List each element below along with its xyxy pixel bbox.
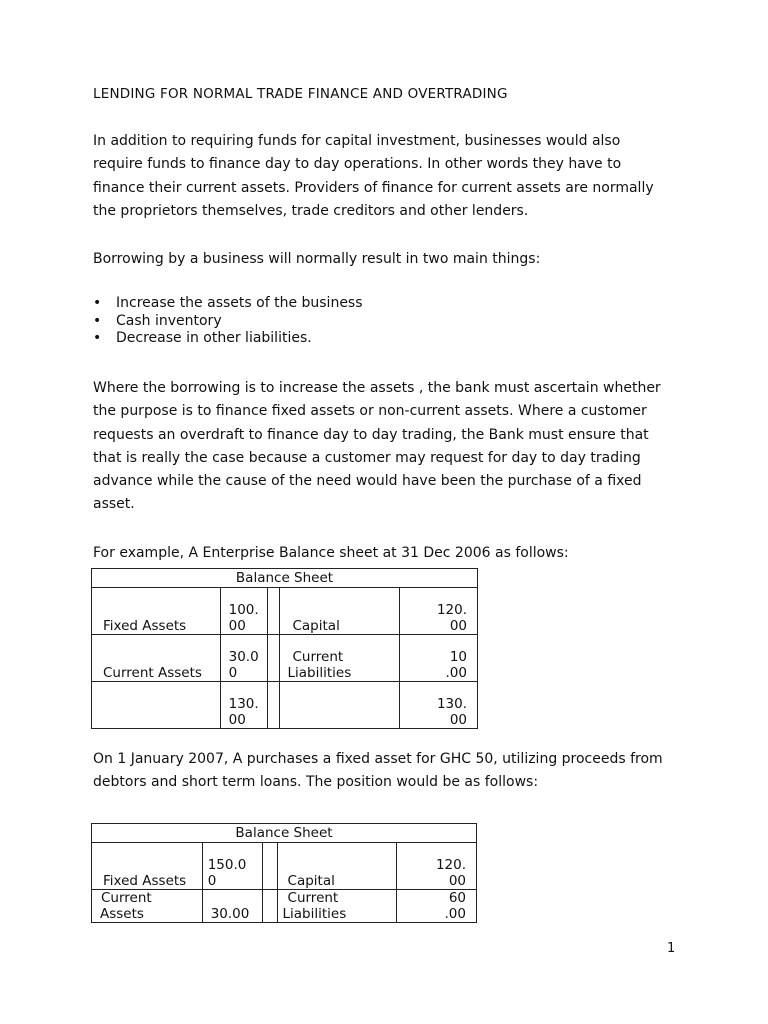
paragraph-borrowing	[93, 248, 683, 271]
row-label: Capital	[280, 588, 400, 635]
text-line: finance their current assets. Providers of finance for current assets are normally	[93, 179, 654, 196]
text-line: require funds to finance day to day operations. In other words they have to	[93, 156, 622, 173]
amount-cell: 10 .00	[400, 635, 478, 682]
spacer-cell	[267, 682, 280, 729]
row-label	[280, 682, 400, 729]
row-label: Fixed Assets	[92, 843, 203, 890]
table-title: Balance Sheet	[92, 824, 477, 843]
text-line: requests an overdraft to finance day to day trading, the Bank must ensure that	[93, 426, 649, 443]
paragraph-example	[93, 542, 683, 565]
bullet-list	[93, 295, 363, 348]
row-label: Current Liabilities	[280, 635, 400, 682]
spacer-cell	[267, 588, 280, 635]
bullet-icon: •	[93, 295, 102, 311]
text-line: debtors and short term loans. The position would be as follows:	[93, 774, 539, 791]
text-line: asset.	[93, 496, 135, 513]
text-line: Where the borrowing is to increase the assets , the bank must ascertain whether	[93, 380, 661, 396]
balance-sheet-table-2007	[91, 823, 477, 923]
text-line: For example, A Enterprise Balance sheet at 31 Dec 2006 as follows:	[93, 545, 569, 561]
row-label: Capital	[277, 843, 397, 890]
amount-cell: 130. 00	[400, 682, 478, 729]
row-label: Current Assets	[92, 890, 203, 923]
table-title: Balance Sheet	[92, 569, 478, 588]
row-label	[92, 682, 221, 729]
document-heading: LENDING FOR NORMAL TRADE FINANCE AND OVERTRADING	[93, 86, 508, 102]
text-line: On 1 January 2007, A purchases a fixed asset for GHC 50, utilizing proceeds from	[93, 751, 663, 767]
amount-cell: 150.0 0	[202, 843, 262, 890]
list-item: • Increase the assets of the business	[93, 295, 363, 311]
row-label: Current Assets	[92, 635, 221, 682]
list-item: • Decrease in other liabilities.	[93, 330, 312, 346]
spacer-cell	[262, 843, 277, 890]
amount-cell: 60 .00	[397, 890, 477, 923]
amount-cell: 30.00	[202, 890, 262, 923]
amount-cell: 130. 00	[220, 682, 267, 729]
amount-cell: 30.0 0	[220, 635, 267, 682]
list-item: • Cash inventory	[93, 312, 222, 329]
paragraph-intro	[93, 130, 683, 223]
amount-cell: 120. 00	[397, 843, 477, 890]
row-label: Current Liabilities	[277, 890, 397, 923]
amount-cell: 120. 00	[400, 588, 478, 635]
text-line: the proprietors themselves, trade creditors and other lenders.	[93, 202, 529, 219]
text-line: the purpose is to finance fixed assets or non-current assets. Where a customer	[93, 403, 647, 420]
balance-sheet-table-2006	[91, 568, 478, 729]
page-number: 1	[667, 941, 676, 956]
bullet-icon: •	[93, 330, 102, 346]
text-line: In addition to requiring funds for capital investment, businesses would also	[93, 133, 621, 149]
bullet-icon: •	[93, 312, 102, 329]
text-line: advance while the cause of the need would have been the purchase of a fixed	[93, 473, 642, 490]
text-line: Borrowing by a business will normally result in two main things:	[93, 251, 541, 267]
text-line: that is really the case because a customer may request for day to day trading	[93, 449, 641, 466]
paragraph-purpose	[93, 377, 683, 517]
spacer-cell	[267, 635, 280, 682]
paragraph-purchase	[93, 748, 683, 795]
row-label: Fixed Assets	[92, 588, 221, 635]
spacer-cell	[262, 890, 277, 923]
amount-cell: 100. 00	[220, 588, 267, 635]
